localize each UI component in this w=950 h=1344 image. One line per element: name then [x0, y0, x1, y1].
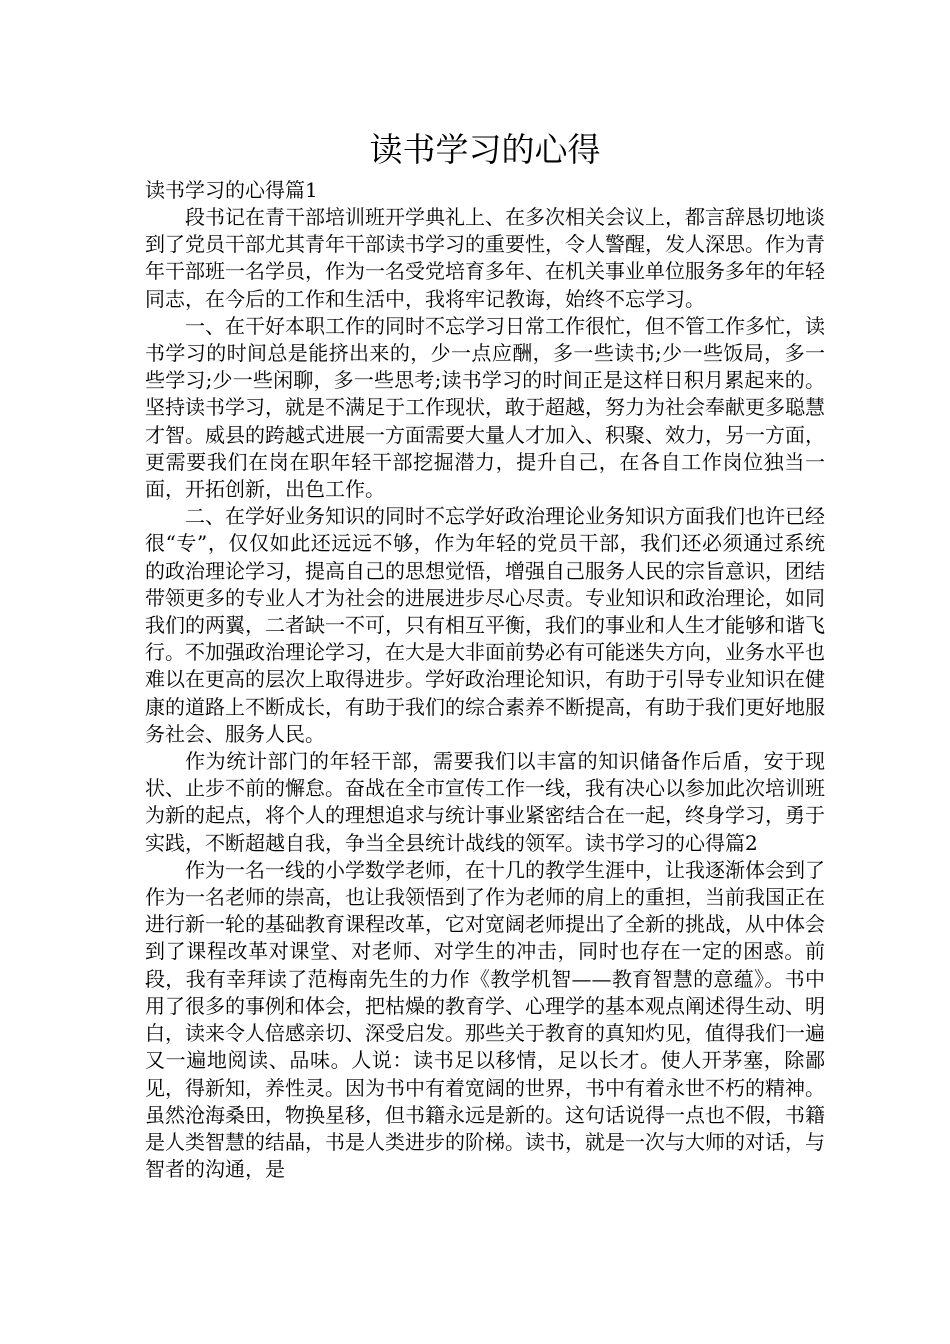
paragraph-3: 二、在学好业务知识的同时不忘学好政治理论业务知识方面我们也许已经很“专”，仅仅如此还远远不够，作为年轻的党员干部，我们还必须通过系统的政治理论学习，提高自己的思想觉悟，增强自己服务人民的宗旨意识，团结带领更多的专业人才为社会的进展进步尽心尽责。专业知识和政治理论，如同我们的两翼，二者缺一不可，只有相互平衡，我们的事业和人生才能够和谐飞行。不加强政治理论学习，在大是大非面前势必有可能迷失方向，业务水平也难以在更高的层次上取得进步。学好政治理论知识，有助于引导专业知识在健康的道路上不断成长，有助于我们的综合素养不断提高，有助于我们更好地服务社会、服务人民。	[145, 504, 825, 746]
paragraph-5: 作为一名一线的小学数学老师，在十几的教学生涯中，让我逐渐体会到了作为一名老师的崇高，也让我领悟到了作为老师的肩上的重担，当前我国正在进行新一轮的基础教育课程改革，它对宽阔老师提出了全新的挑战，从中体会到了课程改革对课堂、对老师、对学生的冲击，同时也存在一定的困惑。前段，我有幸拜读了范梅南先生的力作《教学机智——教育智慧的意蕴》。书中用了很多的事例和体会，把枯燥的教育学、心理学的基本观点阐述得生动、明白，读来令人倍感亲切、深受启发。那些关于教育的真知灼见，值得我们一遍又一遍地阅读、品味。人说：读书足以移情，足以长才。使人开茅塞，除鄙见，得新知，养性灵。因为书中有着宽阔的世界，书中有着永世不朽的精神。虽然沧海桑田，物换星移，但书籍永远是新的。这句话说得一点也不假，书籍是人类智慧的结晶，书是人类进步的阶梯。读书，就是一次与大师的对话，与智者的沟通，是	[145, 857, 825, 1182]
paragraph-4: 作为统计部门的年轻干部，需要我们以丰富的知识储备作后盾，安于现状、止步不前的懈怠。奋战在全市宣传工作一线，我有决心以参加此次培训班为新的起点，将个人的理想追求与统计事业紧密结合在一起，终身学习，勇于实践，不断超越自我，争当全县统计战线的领军。读书学习的心得篇2	[145, 749, 825, 855]
paragraph-1: 段书记在青干部培训班开学典礼上、在多次相关会议上，都言辞恳切地谈到了党员干部尤其青年干部读书学习的重要性，令人警醒，发人深思。作为青年干部班一名学员，作为一名受党培育多年、在机关事业单位服务多年的年轻同志，在今后的工作和生活中，我将牢记教诲，始终不忘学习。	[145, 205, 825, 311]
document-title: 读书学习的心得	[369, 130, 601, 169]
section-label: 读书学习的心得篇1	[145, 178, 318, 202]
document-page	[145, 125, 825, 1183]
paragraph-2: 一、在干好本职工作的同时不忘学习日常工作很忙，但不管工作多忙，读书学习的时间总是能挤出来的，少一点应酬，多一些读书;少一些饭局，多一些学习;少一些闲聊，多一些思考;读书学习的时间正是这样日积月累起来的。坚持读书学习，就是不满足于工作现状，敢于超越，努力为社会奉献更多聪慧才智。威县的跨越式进展一方面需要大量人才加入、积聚、效力，另一方面，更需要我们在岗在职年轻干部挖掘潜力，提升自己，在各自工作岗位独当一面，开拓创新，出色工作。	[145, 313, 825, 502]
